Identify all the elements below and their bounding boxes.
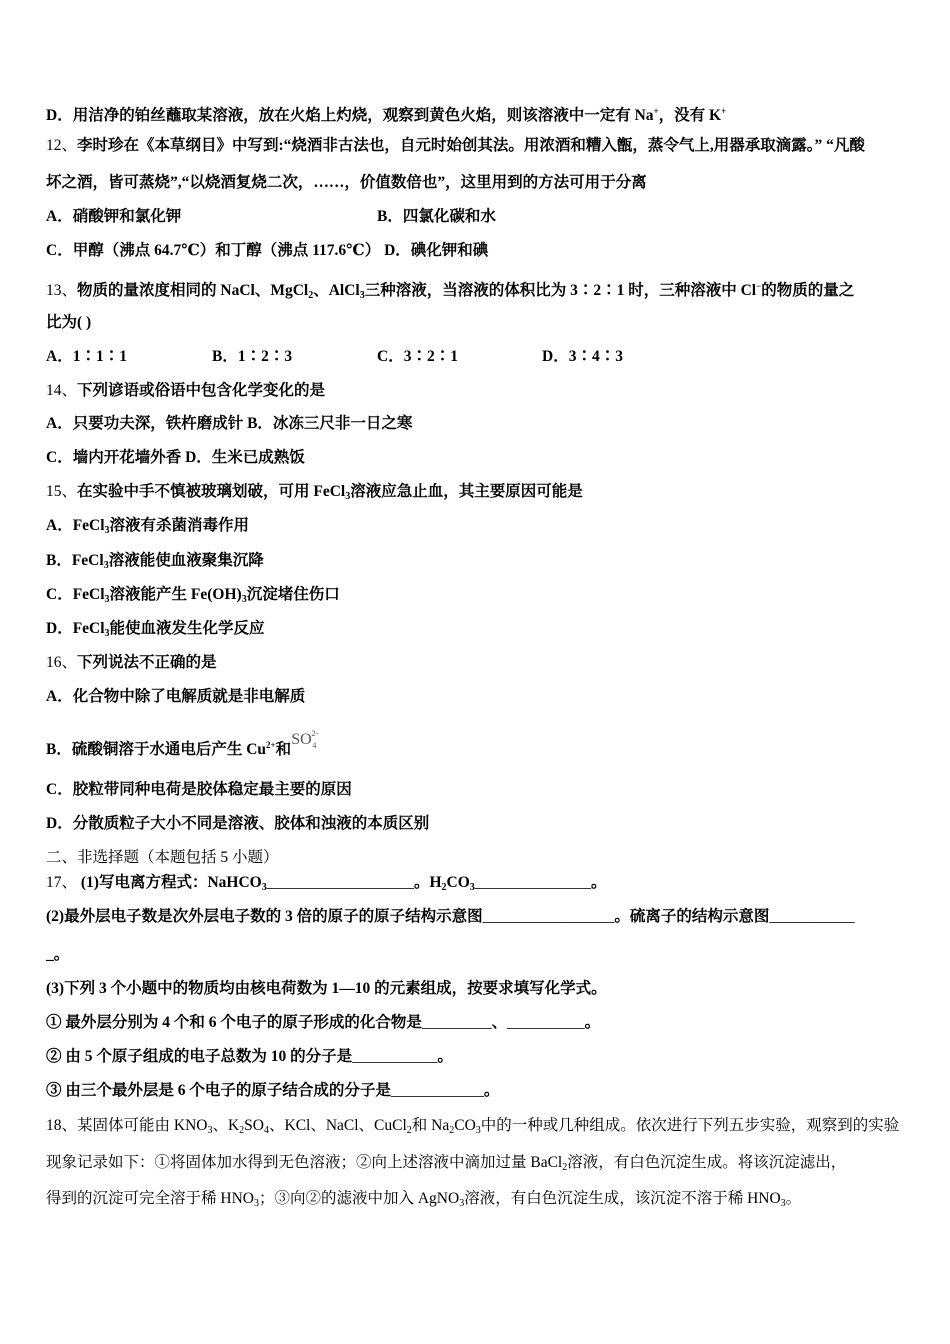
text-segment: 12、	[46, 137, 78, 154]
text-segment: ___________________	[266, 874, 414, 891]
text-segment: D．用洁净的铂丝蘸取某溶液，放在火焰上灼烧，观察到黄色火焰，则该溶液中一定有 Na	[46, 107, 654, 124]
text-segment: 溶液应急止血，其主要原因可能是	[350, 483, 583, 500]
text-segment: ，没有 K	[658, 107, 722, 124]
text-segment: 18、某固体可能由 KNO	[46, 1117, 208, 1134]
text-segment: 16、	[46, 654, 78, 671]
text-segment: 二、非选择题（本题包括 5 小题）	[46, 849, 279, 866]
text-segment: (1)写电离方程式：NaHCO	[80, 874, 262, 891]
text-line	[46, 241, 488, 261]
text-segment: 。	[483, 1082, 500, 1099]
text-segment: ____________	[390, 1082, 484, 1099]
subscript: 3	[261, 882, 267, 893]
text-segment: 得到的沉淀可完全溶于稀 HNO	[46, 1190, 254, 1207]
text-line	[46, 653, 217, 673]
text-segment: 下列说法不正确的是	[77, 654, 217, 671]
subscript: 3	[241, 594, 247, 605]
subscript: 3	[359, 290, 365, 301]
text-segment: _________________	[482, 908, 615, 925]
text-segment: 现象记录如下：①将固体加水得到无色溶液；②向上述溶液中滴加过量 BaCl	[46, 1154, 563, 1171]
text-segment: 的物质的量之	[761, 282, 855, 299]
text-line	[46, 729, 319, 766]
subscript: 4	[312, 741, 317, 750]
text-segment: 物质的量浓度相同的 NaCl、MgCl	[77, 282, 309, 299]
text-segment: C．墙内开花墙外香 D．生米已成熟饭	[46, 449, 305, 466]
text-line	[46, 313, 91, 333]
text-segment: 坏之酒，皆可蒸烧”,“以烧酒复烧二次，……，价值数倍也”，这里用到的方法可用于分离	[46, 174, 647, 191]
subscript: 3	[780, 1198, 786, 1209]
subscript: 3	[459, 1198, 465, 1209]
text-segment: 13、	[46, 282, 78, 299]
text-line	[46, 814, 429, 834]
text-segment: 、AlCl	[313, 282, 360, 299]
text-line	[46, 276, 854, 306]
subscript: 3	[253, 1198, 259, 1209]
text-segment: D．3∶4∶3	[542, 348, 623, 365]
ion-text: SO	[291, 731, 312, 748]
text-segment: C．胶粒带同种电荷是胶体稳定最主要的原因	[46, 781, 352, 798]
text-segment: 中的一种或几种组成。依次进行下列五步实验，观察到的实验	[480, 1117, 900, 1134]
text-segment: C．3∶2∶1	[377, 348, 458, 365]
text-segment: 14、	[46, 382, 78, 399]
text-segment: ___________	[352, 1048, 438, 1065]
superscript: +	[721, 106, 727, 116]
text-segment: SO	[244, 1117, 264, 1134]
text-segment: ② 由 5 个原子组成的电子总数为 10 的分子是	[46, 1048, 353, 1065]
text-segment: 。	[785, 1190, 802, 1207]
subscript: 2	[406, 1125, 412, 1136]
text-segment: 李时珍在《本草纲目》中写到:“烧酒非古法也，自元时始创其法。用浓酒和糟入甑，蒸令气上,用器承取滴露。” “凡酸	[77, 137, 865, 154]
text-segment: 。硫离子的结构示意图	[614, 908, 770, 925]
text-segment: 、	[491, 1014, 508, 1031]
text-line	[46, 207, 181, 227]
text-segment: A．化合物中除了电解质就是非电解质	[46, 688, 306, 705]
text-line	[46, 780, 352, 800]
text-line	[46, 381, 325, 401]
text-segment: 沉淀堵住伤口	[246, 586, 340, 603]
text-segment: 15、	[46, 483, 78, 500]
text-line	[46, 1116, 899, 1141]
subscript: 3	[345, 491, 351, 502]
subscript: 3	[104, 628, 110, 639]
text-segment: (3)下列 3 个小题中的物质均由核电荷数为 1—10 的元素组成，按要求填写化学式。	[46, 980, 607, 997]
subscript: 3	[469, 882, 475, 893]
text-segment: B．FeCl	[46, 552, 104, 569]
text-segment: 溶液有杀菌消毒作用	[109, 517, 250, 534]
subscript: 3	[103, 560, 109, 571]
superscript: 2+	[266, 740, 276, 750]
text-segment: A．硝酸钾和氯化钾	[46, 208, 182, 225]
subscript: 3	[104, 525, 110, 536]
text-segment: B．硫酸铜溶于水通电后产生 Cu	[46, 741, 267, 758]
superscript: −	[756, 281, 762, 291]
text-segment: 和 Na	[411, 1117, 450, 1134]
subscript: 3	[104, 594, 110, 605]
text-segment: ① 最外层分别为 4 个和 6 个电子的原子形成的化合物是	[46, 1014, 422, 1031]
text-line	[46, 414, 412, 434]
text-line	[46, 1047, 453, 1067]
text-segment: 能使血液发生化学反应	[109, 620, 265, 637]
text-segment: A．FeCl	[46, 517, 105, 534]
text-line	[46, 979, 607, 999]
text-segment: _________	[421, 1014, 492, 1031]
subscript: 2	[441, 882, 447, 893]
text-line	[46, 173, 647, 193]
text-segment: 溶液，有白色沉淀生成，该沉淀不溶于稀 HNO	[464, 1190, 781, 1207]
text-segment: CO	[454, 1117, 476, 1134]
text-segment: _。	[46, 946, 70, 963]
text-line	[46, 848, 279, 868]
text-line	[46, 1153, 846, 1178]
text-segment: ___________	[769, 908, 855, 925]
text-line	[46, 619, 265, 644]
text-segment: 17、	[46, 874, 81, 891]
text-segment: 、K	[212, 1117, 240, 1134]
text-line	[46, 585, 340, 610]
text-segment: D．分散质粒子大小不同是溶液、胶体和浊液的本质区别	[46, 815, 430, 832]
text-line	[46, 482, 583, 507]
text-segment: C．甲醇（沸点 64.7℃）和丁醇（沸点 117.6℃） D．碘化钾和碘	[46, 242, 489, 259]
text-line	[46, 687, 305, 707]
text-line	[46, 1189, 801, 1214]
text-line	[46, 516, 249, 541]
text-line	[46, 873, 607, 898]
text-segment: ；③向②的滤液中加入 AgNO	[258, 1190, 460, 1207]
text-line	[46, 136, 865, 156]
text-segment: C．FeCl	[46, 586, 105, 603]
text-segment: B．1∶2∶3	[212, 348, 293, 365]
text-line	[46, 448, 305, 468]
superscript: +	[653, 106, 659, 116]
text-line	[46, 1081, 499, 1101]
text-segment: 溶液，有白色沉淀生成。将该沉淀滤出，	[567, 1154, 847, 1171]
text-segment: A．只要功夫深，铁杵磨成针 B．冰冻三尺非一日之寒	[46, 415, 413, 432]
sulfate-ion-formula	[291, 729, 319, 750]
text-line	[212, 347, 292, 367]
subscript: 4	[264, 1125, 269, 1136]
text-segment: __________	[507, 1014, 585, 1031]
text-segment: 溶液能使血液聚集沉降	[108, 552, 264, 569]
text-segment: 比为( )	[46, 314, 92, 331]
text-segment: 三种溶液，当溶液的体积比为 3∶2∶1 时，三种溶液中 Cl	[364, 282, 757, 299]
text-line	[542, 347, 623, 367]
text-line	[377, 207, 496, 227]
subscript: 2	[308, 290, 314, 301]
text-segment: 溶液能产生 Fe(OH)	[109, 586, 242, 603]
text-segment: CO	[446, 874, 470, 891]
text-segment: (2)最外层电子数是次外层电子数的 3 倍的原子的原子结构示意图	[46, 908, 483, 925]
text-line	[46, 907, 855, 927]
text-line	[46, 945, 69, 965]
subscript: 3	[207, 1125, 213, 1136]
text-segment: 在实验中手不慎被玻璃划破，可用 FeCl	[77, 483, 346, 500]
text-line	[377, 347, 458, 367]
text-segment: 。	[437, 1048, 453, 1065]
subscript: 2	[239, 1125, 245, 1136]
text-segment: 。	[591, 874, 607, 891]
text-segment: 。	[584, 1014, 601, 1031]
text-segment: _______________	[474, 874, 592, 891]
subscript: 2	[562, 1162, 568, 1173]
text-line	[46, 551, 264, 576]
subscript: 2	[449, 1125, 455, 1136]
text-segment: 。H	[413, 874, 442, 891]
text-line	[46, 101, 726, 126]
text-segment: 、KCl、NaCl、CuCl	[269, 1117, 407, 1134]
text-segment: 和	[275, 741, 292, 758]
text-segment: ③ 由三个最外层是 6 个电子的原子结合成的分子是	[46, 1082, 391, 1099]
text-segment: D．FeCl	[46, 620, 105, 637]
subscript: 3	[475, 1125, 481, 1136]
text-segment: B．四氯化碳和水	[377, 208, 496, 225]
text-segment: A．1∶1∶1	[46, 348, 127, 365]
text-line	[46, 347, 127, 367]
superscript: 2-	[311, 729, 319, 738]
text-segment: 下列谚语或俗语中包含化学变化的是	[77, 382, 326, 399]
text-line	[46, 1013, 600, 1033]
